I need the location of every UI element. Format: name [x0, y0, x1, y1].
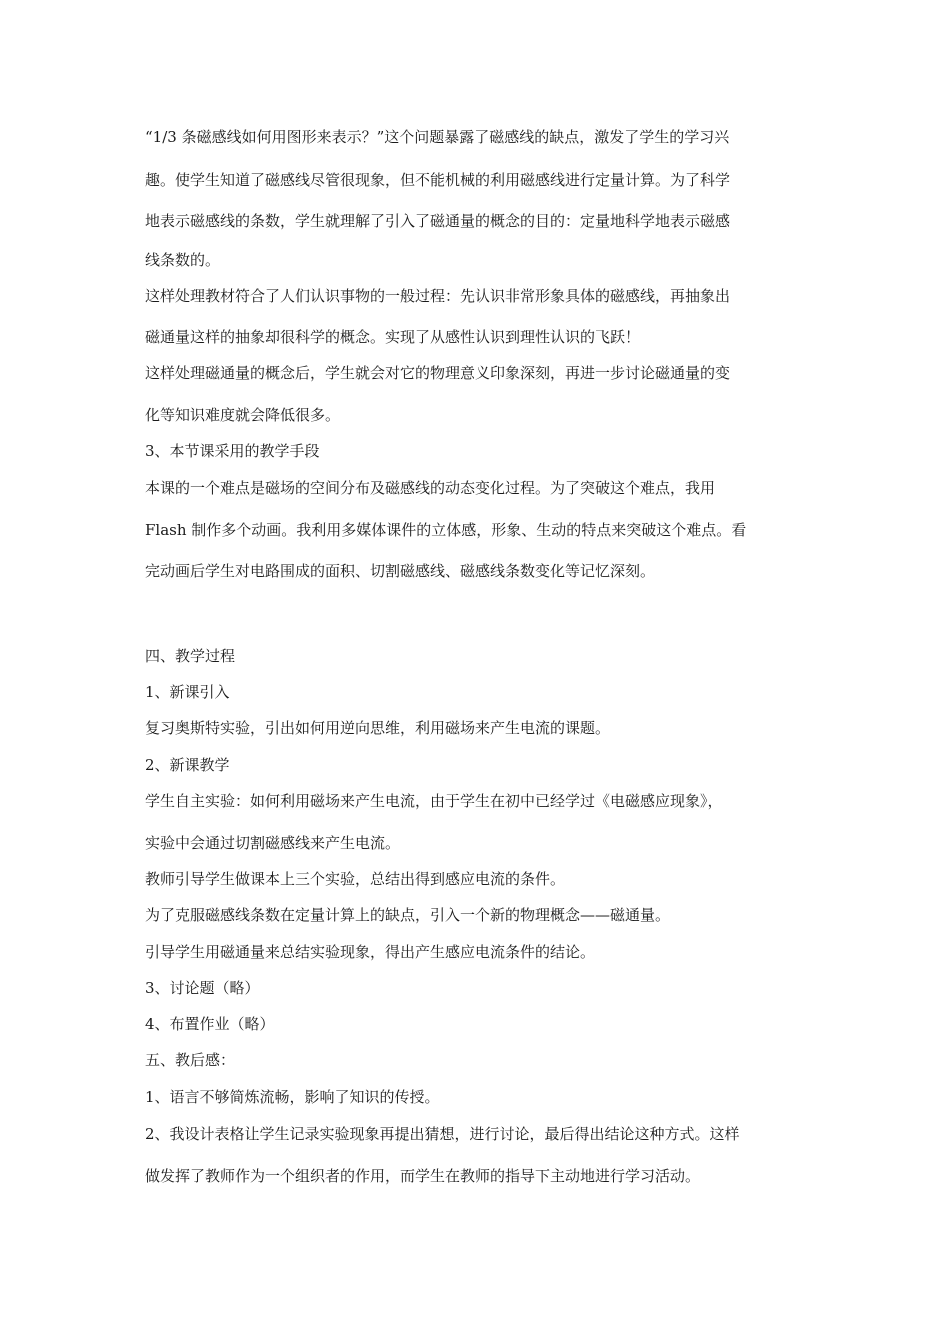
section-heading: 五、教后感：	[145, 1051, 236, 1069]
paragraph-line: 1、语言不够简炼流畅，影响了知识的传授。	[145, 1088, 440, 1106]
paragraph-line: 实验中会通过切割磁感线来产生电流。	[145, 834, 401, 852]
subsection-heading: 4、布置作业（略）	[145, 1015, 275, 1033]
paragraph-line: 磁通量这样的抽象却很科学的概念。实现了从感性认识到理性认识的飞跃！	[145, 328, 641, 346]
section-heading: 四、教学过程	[145, 647, 236, 665]
section-heading: 3、本节课采用的教学手段	[145, 442, 320, 460]
paragraph-line: 地表示磁感线的条数，学生就理解了引入了磁通量的概念的目的：定量地科学地表示磁感	[145, 212, 731, 230]
paragraph-line: 这样处理磁通量的概念后，学生就会对它的物理意义印象深刻，再进一步讨论磁通量的变	[145, 364, 731, 382]
paragraph-line: 为了克服磁感线条数在定量计算上的缺点，引入一个新的物理概念——磁通量。	[145, 906, 671, 924]
paragraph-line: 本课的一个难点是磁场的空间分布及磁感线的动态变化过程。为了突破这个难点，我用	[145, 479, 716, 497]
subsection-heading: 3、讨论题（略）	[145, 979, 260, 997]
paragraph-line: 这样处理教材符合了人们认识事物的一般过程：先认识非常形象具体的磁感线，再抽象出	[145, 287, 731, 305]
subsection-heading: 1、新课引入	[145, 683, 230, 701]
paragraph-line: 复习奥斯特实验，引出如何用逆向思维，利用磁场来产生电流的课题。	[145, 719, 611, 737]
paragraph-line: 完动画后学生对电路围成的面积、切割磁感线、磁感线条数变化等记忆深刻。	[145, 562, 656, 580]
paragraph-line: 做发挥了教师作为一个组织者的作用，而学生在教师的指导下主动地进行学习活动。	[145, 1167, 701, 1185]
paragraph-line: 学生自主实验：如何利用磁场来产生电流，由于学生在初中已经学过《电磁感应现象》，	[145, 792, 723, 810]
subsection-heading: 2、新课教学	[145, 756, 230, 774]
paragraph-line: 趣。使学生知道了磁感线尽管很现象，但不能机械的利用磁感线进行定量计算。为了科学	[145, 171, 731, 189]
paragraph-line: Flash 制作多个动画。我利用多媒体课件的立体感，形象、生动的特点来突破这个难点。看	[145, 521, 747, 539]
paragraph-line: 2、我设计表格让学生记录实验现象再提出猜想，进行讨论，最后得出结论这种方式。这样	[145, 1125, 740, 1143]
paragraph-line: 教师引导学生做课本上三个实验，总结出得到感应电流的条件。	[145, 870, 566, 888]
paragraph-line: “1/3 条磁感线如何用图形来表示？”这个问题暴露了磁感线的缺点，激发了学生的学习兴	[145, 128, 730, 146]
paragraph-line: 化等知识难度就会降低很多。	[145, 406, 341, 424]
paragraph-line: 线条数的。	[145, 251, 221, 269]
paragraph-line: 引导学生用磁通量来总结实验现象，得出产生感应电流条件的结论。	[145, 943, 596, 961]
